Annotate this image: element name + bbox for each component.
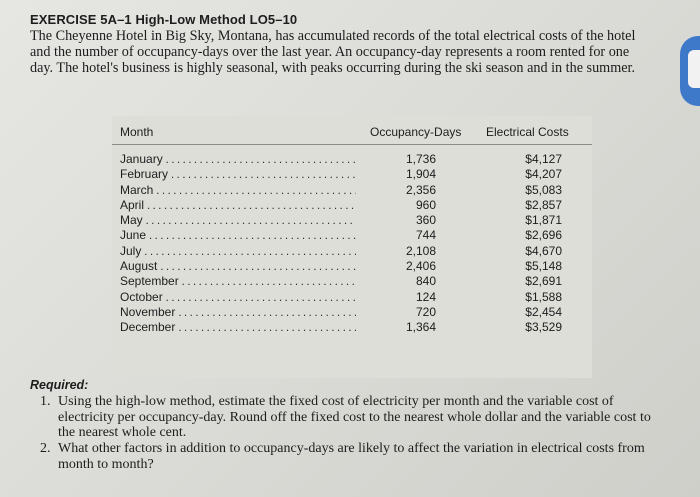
month-cell: August . . . — [120, 259, 356, 273]
table-row — [112, 198, 592, 213]
occupancy-cell: 720 — [415, 304, 436, 319]
table-row — [112, 290, 592, 305]
exercise-title: EXERCISE 5A–1 High-Low Method LO5–10 — [30, 12, 298, 27]
month-cell: March . . . — [120, 183, 356, 197]
table-row — [112, 244, 592, 259]
month-cell: January . . . — [120, 152, 356, 166]
month-cell: May . . . — [120, 213, 356, 227]
cost-cell: $4,207 — [525, 167, 562, 182]
cost-cell: $2,857 — [525, 197, 562, 212]
column-header-electrical: Electrical Costs — [486, 125, 569, 139]
cost-cell: $2,691 — [525, 274, 562, 289]
table-row — [112, 320, 592, 335]
required-item — [30, 441, 670, 473]
table-row — [112, 228, 592, 243]
month-cell: November . . . — [120, 305, 356, 319]
column-header-month: Month — [120, 125, 154, 139]
intro-paragraph — [30, 28, 650, 76]
table-row — [112, 167, 592, 182]
item-number: 2. — [40, 441, 51, 457]
side-tab — [680, 36, 700, 106]
tab-notch — [688, 50, 700, 88]
occupancy-cell: 2,108 — [405, 243, 436, 258]
table-row — [112, 183, 592, 198]
occupancy-cell: 744 — [415, 228, 436, 243]
occupancy-cell: 1,364 — [405, 320, 436, 335]
intro-text: The Cheyenne Hotel in Big Sky, Montana, has accumulated records of the total electrical costs of the hotel and the number of occupancy-days over the last year. An occupancy-day represents a room rented for one day. The hotel's business is highly seasonal, with peaks occurring during the ski season and in the summer. — [30, 28, 636, 76]
table-row — [112, 305, 592, 320]
table-row — [112, 259, 592, 274]
month-cell: October . . . — [120, 290, 356, 304]
occupancy-cell: 960 — [415, 197, 436, 212]
month-cell: July . . . — [120, 244, 356, 258]
occupancy-cell: 2,356 — [405, 182, 436, 197]
required-item — [30, 394, 670, 441]
cost-cell: $5,148 — [525, 259, 562, 274]
month-cell: December . . . — [120, 320, 356, 334]
column-header-occupancy: Occupancy-Days — [370, 125, 462, 139]
item-number: 1. — [40, 393, 51, 409]
month-cell: June . . . — [120, 228, 356, 242]
data-table — [112, 116, 592, 378]
cost-cell: $4,670 — [525, 243, 562, 258]
item-text: What other factors in addition to occupancy-days are likely to affect the variation in electrical costs from month to month? — [58, 441, 645, 472]
cost-cell: $2,696 — [525, 228, 562, 243]
table-row — [112, 213, 592, 228]
occupancy-cell: 360 — [415, 213, 436, 228]
occupancy-cell: 124 — [415, 289, 436, 304]
required-section — [30, 378, 670, 473]
month-cell: September . . . — [120, 274, 356, 288]
cost-cell: $3,529 — [525, 320, 562, 335]
occupancy-cell: 2,406 — [405, 259, 436, 274]
cost-cell: $1,871 — [525, 213, 562, 228]
table-body — [112, 152, 592, 336]
table-row — [112, 152, 592, 167]
month-cell: April . . . — [120, 198, 356, 212]
cost-cell: $1,588 — [525, 289, 562, 304]
occupancy-cell: 1,904 — [405, 167, 436, 182]
header-divider — [112, 144, 592, 145]
month-cell: February . . . — [120, 167, 356, 181]
occupancy-cell: 1,736 — [405, 152, 436, 166]
item-text: Using the high-low method, estimate the fixed cost of electricity per month and the variable cost of electricity per occupancy-day. Round off the fixed cost to the nearest whole dollar and the variable cost to the nearest whole cent. — [58, 393, 651, 441]
table-row — [112, 274, 592, 289]
required-label: Required: — [30, 378, 89, 392]
cost-cell: $5,083 — [525, 182, 562, 197]
cost-cell: $4,127 — [525, 152, 562, 166]
cost-cell: $2,454 — [525, 304, 562, 319]
occupancy-cell: 840 — [415, 274, 436, 289]
